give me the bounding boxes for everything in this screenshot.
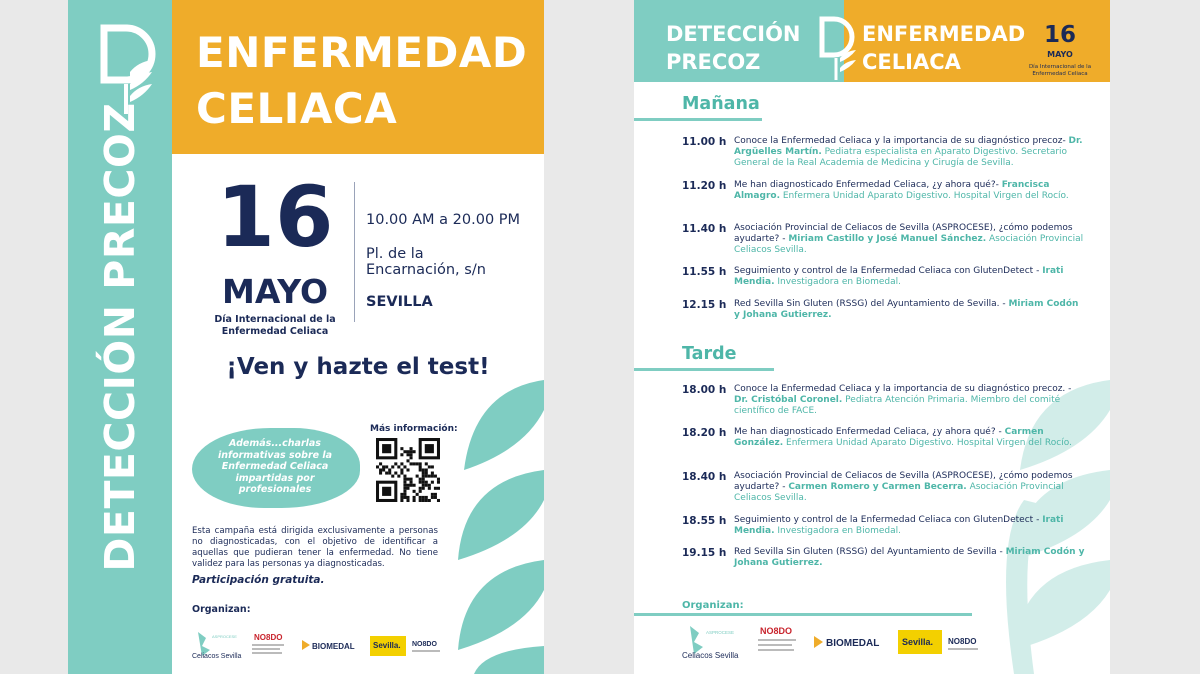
header-left-line1: DETECCIÓN [666,22,801,46]
title-line2: CELIACA [196,84,398,133]
speaker-detail: Enfermera Unidad Aparato Digestivo. Hospital Virgen del Rocío. [783,438,1072,448]
speaker-name: Miriam Castillo y José Manuel Sánchez. [788,234,987,244]
biomedal-logo-icon [302,640,355,651]
asprocese-text: Celiacos Sevilla [682,651,739,660]
schedule-entry [734,223,1086,256]
talk-title: Red Sevilla Sin Gluten (RSSG) del Ayuntamiento de Sevilla [734,547,997,557]
separator: - [995,427,1005,437]
event-city: SEVILLA [366,294,433,310]
speaker-detail: Pediatra especialista en Aparato Digestivo. Secretario General de la Real Academia de Medicina y Cirugía de Sevilla. [734,147,1068,168]
separator: - [999,299,1009,309]
schedule-time: 11.00 h [682,136,727,148]
schedule-time: 18.20 h [682,427,727,439]
schedule-entry [734,180,1086,202]
call-to-action: ¡Ven y hazte el test! [226,354,490,380]
schedule-time: 18.55 h [682,515,727,527]
vertical-title: DETECCIÓN PRECOZ [96,102,144,572]
more-info-label: Más información: [370,424,458,434]
talks-bubble-text: Además...charlas informativas sobre la Enfermedad Celiaca impartidas por profesionales [217,438,333,495]
separator: - [996,547,1006,557]
place-line2: Encarnación, s/n [366,262,486,278]
nodo-logo-icon [252,633,284,654]
free-participation: Participación gratuita. [192,574,325,586]
asprocese-small-text: ASPROCESE [212,634,237,639]
organizer-logos [680,622,980,662]
organizers-label: Organizan: [192,604,251,615]
schedule-time: 11.20 h [682,180,727,192]
organizers-underline [634,613,972,616]
speaker-detail: Asociación Provincial Celiacos Sevilla. [734,234,1084,255]
campaign-text: Esta campaña está dirigida exclusivamente a personas no diagnosticadas, con el objetivo de identificar a aquellas que pudieran tener la enfermedad. No tiene validez para las personas ya diagnosticadas. [192,526,438,569]
nodo2-text: NO8DO [948,637,977,646]
leaf-decoration-icon [450,360,544,674]
header-right-line1: ENFERMEDAD [862,22,1026,46]
header-left-line2: PRECOZ [666,50,761,74]
place-line1: Pl. de la [366,246,424,262]
asprocese-logo-icon [682,626,739,660]
separator: - [995,180,1002,190]
title-line1: ENFERMEDAD [196,28,528,77]
header-day: 16 [1043,22,1076,48]
morning-underline [634,118,762,121]
qr-code-icon[interactable] [376,438,440,502]
schedule-entry [734,471,1086,504]
afternoon-underline [634,368,774,371]
schedule-entry [734,136,1086,169]
left-poster [68,0,544,674]
organizers-label: Organizan: [682,600,744,611]
schedule-entry [734,266,1086,288]
schedule-time: 11.55 h [682,266,727,278]
asprocese-logo-icon [192,632,242,660]
asprocese-small-text: ASPROCESE [706,630,735,635]
talk-title: Me han diagnosticado Enfermedad Celiaca, ¿y ahora qué? [734,427,996,437]
schedule-time: 19.15 h [682,547,727,559]
morning-label: Mañana [682,94,760,114]
nodo-logo-2-icon [412,641,440,652]
speaker-name: Irati Mendia. [734,266,1064,287]
talk-title: Asociación Provincial de Celiacos de Sevilla (ASPROCESE), ¿cómo podemos ayudarte? [734,471,1073,492]
sevilla-logo-icon [898,630,942,654]
speaker-name: Carmen Romero y Carmen Becerra. [788,482,967,492]
sevilla-text: Sevilla. [373,641,401,650]
nodo-logo-icon [758,626,796,651]
separator: - [1033,266,1043,276]
speaker-name: Carmen González. [734,427,1044,448]
talk-title: Conoce la Enfermedad Celiaca y la importancia de su diagnóstico precoz [734,136,1063,146]
talk-title: Red Sevilla Sin Gluten (RSSG) del Ayuntamiento de Sevilla. [734,299,1000,309]
schedule-entry [734,547,1086,569]
international-day-label: Día Internacional de la Enfermedad Celiaca [214,314,336,337]
biomedal-logo-icon [814,636,879,649]
speaker-detail: Investigadora en Biomedal. [774,526,902,536]
nodo-logo-2-icon [948,637,978,650]
divider [354,182,355,322]
talk-title: Conoce la Enfermedad Celiaca y la importancia de su diagnóstico precoz. [734,384,1066,394]
separator: - [1065,384,1072,394]
speaker-name: Dr. Argüelles Martín. [734,136,1083,157]
separator: - [1062,136,1069,146]
separator: - [1033,515,1043,525]
right-poster [634,0,1110,674]
talk-title: Me han diagnosticado Enfermedad Celiaca, ¿y ahora qué? [734,180,996,190]
speaker-name: Miriam Codón y Johana Gutierrez. [734,547,1085,568]
organizer-logos [190,628,444,662]
biomedal-text: BIOMEDAL [312,642,355,651]
event-day: 16 [216,168,334,266]
speaker-name: Francisca Almagro. [734,180,1050,201]
speaker-detail: Enfermera Unidad Aparato Digestivo. Hospital Virgen del Rocío. [779,191,1069,201]
wheat-logo-icon [818,16,858,82]
speaker-name: Dr. Cristóbal Coronel. [734,395,843,405]
speaker-detail: Asociación Provincial Celiacos Sevilla. [734,482,1064,503]
header-international-day: Día Internacional de la Enfermedad Celiaca [1028,64,1092,77]
schedule-time: 18.40 h [682,471,727,483]
schedule-entry [734,515,1086,537]
nodo2-text: NO8DO [412,641,437,648]
schedule-time: 18.00 h [682,384,727,396]
sevilla-text: Sevilla. [902,637,934,647]
schedule-time: 12.15 h [682,299,727,311]
schedule-time: 11.40 h [682,223,727,235]
talk-title: Seguimiento y control de la Enfermedad Celiaca con GlutenDetect [734,515,1034,525]
separator: - [779,482,789,492]
biomedal-text: BIOMEDAL [826,638,880,649]
sevilla-logo-icon [370,636,406,656]
separator: - [779,234,789,244]
afternoon-label: Tarde [682,344,737,364]
talk-title: Asociación Provincial de Celiacos de Sevilla (ASPROCESE), ¿cómo podemos ayudarte? [734,223,1073,244]
nodo-text: NO8DO [254,633,283,642]
event-month: MAYO [222,272,328,311]
schedule-entry [734,384,1086,417]
speaker-detail: Investigadora en Biomedal. [774,277,902,287]
talk-title: Seguimiento y control de la Enfermedad Celiaca con GlutenDetect [734,266,1034,276]
schedule-entry [734,299,1086,321]
speaker-name: Miriam Codón y Johana Gutierrez. [734,299,1079,320]
asprocese-text: Celiacos Sevilla [192,653,242,660]
schedule-entry [734,427,1086,449]
header-right-line2: CELIACA [862,50,961,74]
speaker-detail: Pediatra Atención Primaria. Miembro del comité científico de FACE. [734,395,1061,416]
header-month: MAYO [1047,50,1073,59]
nodo-text: NO8DO [760,626,793,636]
event-time: 10.00 AM a 20.00 PM [366,212,521,228]
speaker-name: Irati Mendia. [734,515,1064,536]
